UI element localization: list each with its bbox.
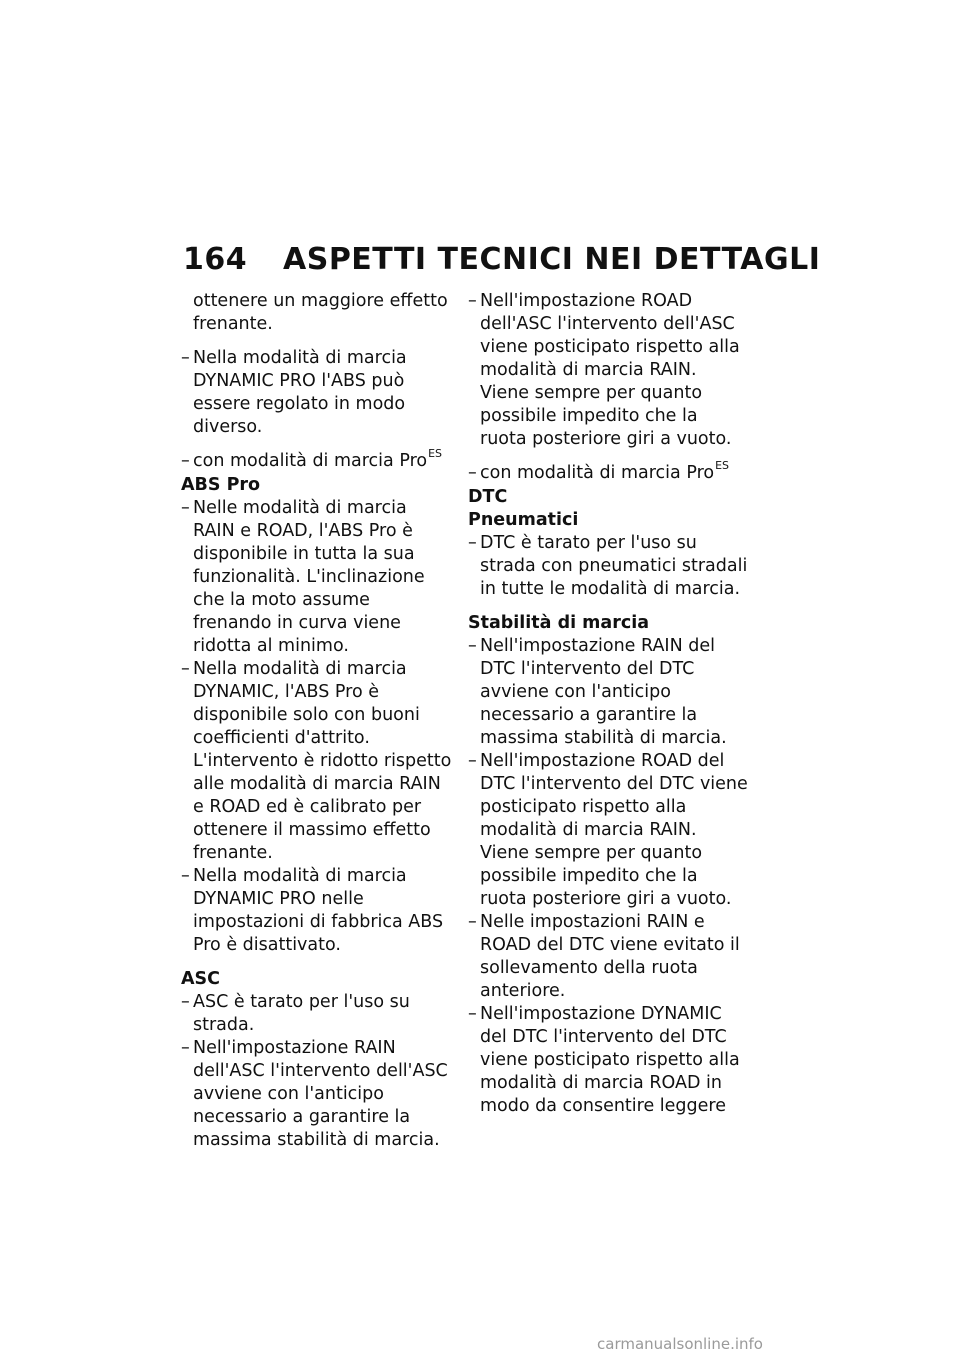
list-item [181, 1037, 453, 1152]
list-item-text: DTC è tarato per l'uso su strada con pneumatici stradali in tutte le modalità di marcia. [480, 533, 748, 599]
list-item [181, 865, 453, 957]
heading-abs-pro: ABS Pro [181, 475, 261, 495]
dash-glyph: – [181, 1038, 190, 1058]
dash-glyph: – [468, 291, 477, 311]
dash-glyph: – [181, 866, 190, 886]
es-superscript: ES [715, 459, 730, 472]
heading-asc: ASC [181, 969, 220, 989]
dash-glyph: – [181, 498, 190, 518]
heading-pneumatici: Pneumatici [468, 510, 579, 530]
list-item [468, 635, 748, 750]
heading-dtc: DTC [468, 487, 508, 507]
list-item-text: Nell'impostazione RAIN dell'ASC l'intervento dell'ASC avviene con l'anticipo necessario a garantire la massima stabilità di marcia. [193, 1038, 448, 1150]
page-header [183, 242, 821, 282]
list-item [468, 750, 748, 911]
watermark-text: carmanualsonline.info [597, 1335, 763, 1353]
condition-text: con modalità di marcia Pro [480, 463, 715, 483]
list-item [468, 532, 748, 601]
condition-line [181, 447, 453, 474]
dash-glyph: – [468, 751, 477, 771]
list-item-text: ASC è tarato per l'uso su strada. [193, 992, 410, 1035]
condition-text: con modalità di marcia Pro [193, 451, 428, 471]
dash-glyph: – [468, 636, 477, 656]
list-item [181, 347, 453, 439]
list-item-text: Nell'impostazione RAIN del DTC l'intervento del DTC avviene con l'anticipo necessario a garantire la massima stabilità di marcia. [480, 636, 727, 748]
es-superscript: ES [428, 447, 443, 460]
list-item-text: Nelle modalità di marcia RAIN e ROAD, l'ABS Pro è disponibile in tutta la sua funzionalità. L'inclinazione che la moto assume frenando in curva viene ridotta al minimo. [193, 498, 425, 656]
list-item [181, 991, 453, 1037]
page-title: ASPETTI TECNICI NEI DETTAGLI [283, 242, 821, 277]
list-item-text: Nella modalità di marcia DYNAMIC, l'ABS Pro è disponibile solo con buoni coefficienti d'attrito. L'intervento è ridotto rispetto alle modalità di marcia RAIN e ROAD ed è calibrato per ottenere il massimo effetto frenante. [193, 659, 452, 863]
dash-glyph: – [181, 451, 190, 471]
dash-glyph: – [468, 533, 477, 553]
condition-line [468, 459, 748, 486]
list-item [468, 911, 748, 1003]
list-item [468, 1003, 748, 1118]
right-column [468, 290, 748, 1118]
heading-stabilita: Stabilità di marcia [468, 613, 650, 633]
list-item-text: Nella modalità di marcia DYNAMIC PRO l'ABS può essere regolato in modo diverso. [193, 348, 407, 437]
list-item-text: Nell'impostazione DYNAMIC del DTC l'intervento del DTC viene posticipato rispetto alla modalità di marcia ROAD in modo da consentire leggere [480, 1004, 740, 1116]
list-item [181, 658, 453, 865]
list-item [468, 290, 748, 451]
list-item [181, 497, 453, 658]
dash-glyph: – [468, 463, 477, 483]
list-item-text: Nelle impostazioni RAIN e ROAD del DTC viene evitato il sollevamento della ruota anteriore. [480, 912, 740, 1001]
list-item-text: Nell'impostazione ROAD dell'ASC l'intervento dell'ASC viene posticipato rispetto alla modalità di marcia RAIN. Viene sempre per quanto possibile impedito che la ruota posteriore giri a vuoto. [480, 291, 740, 449]
dash-glyph: – [181, 659, 190, 679]
continuation-text: ottenere un maggiore effetto frenante. [193, 291, 448, 334]
dash-glyph: – [181, 992, 190, 1012]
list-item-text: Nell'impostazione ROAD del DTC l'intervento del DTC viene posticipato rispetto alla modalità di marcia RAIN. Viene sempre per quanto possibile impedito che la ruota posteriore giri a vuoto. [480, 751, 748, 909]
dash-glyph: – [468, 1004, 477, 1024]
page-number: 164 [183, 242, 248, 277]
left-column [181, 290, 453, 1152]
dash-glyph: – [181, 348, 190, 368]
dash-glyph: – [468, 912, 477, 932]
list-item-text: Nella modalità di marcia DYNAMIC PRO nelle impostazioni di fabbrica ABS Pro è disattivato. [193, 866, 444, 955]
